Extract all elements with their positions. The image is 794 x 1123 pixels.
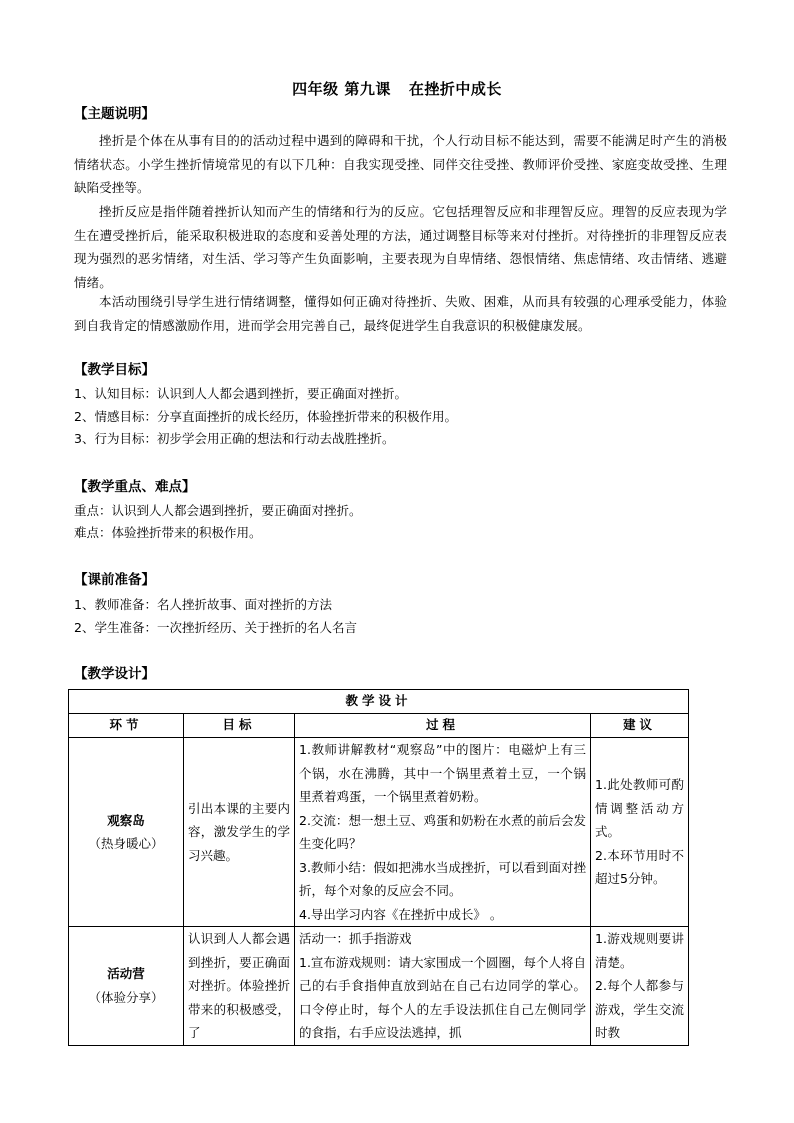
process-cell xyxy=(295,927,591,1046)
theme-paragraph-1: 挫折是个体在从事有目的的活动过程中遇到的障碍和干扰，个人行动目标不能达到，需要不能满足时产生的消极情绪状态。小学生挫折情境常见的有以下几种：自我实现受挫、同伴交往受挫、教师评价受挫、家庭变故受挫、生理缺陷受挫等。 xyxy=(74,133,727,195)
title-topic: 在挫折中成长 xyxy=(408,80,502,98)
process-cell xyxy=(295,738,591,927)
goal-text: 认识到人人都会遇到挫折，要正确面对挫折。体验挫折带来的积极感受，了 xyxy=(188,931,290,1040)
process-step: 活动一：抓手指游戏 xyxy=(299,931,412,946)
stage-cell xyxy=(69,738,184,927)
design-heading: 【教学设计】 xyxy=(74,666,155,682)
theme-paragraph-2: 挫折反应是指伴随着挫折认知而产生的情绪和行为的反应。它包括理智反应和非理智反应。理智的反应表现为学生在遭受挫折后，能采取积极进取的态度和妥善处理的方法，通过调整目标等来对付挫折。对待挫折的非理智反应表现为强烈的恶劣情绪，对生活、学习等产生负面影响，主要表现为自卑情绪、怨恨情绪、焦虑情绪、攻击情绪、逃避情绪。 xyxy=(74,204,727,290)
table-row xyxy=(69,927,689,1046)
key-points-heading: 【教学重点、难点】 xyxy=(74,479,196,495)
advice-cell xyxy=(591,927,689,1046)
table-row xyxy=(69,738,689,927)
process-step: 1.教师讲解教材“观察岛”中的图片：电磁炉上有三个锅，水在沸腾，其中一个锅里煮着土豆，一个锅里煮着鸡蛋，一个锅里煮着奶粉。 xyxy=(299,742,586,804)
advice-item: 2.每个人都参与游戏，学生交流时教 xyxy=(595,978,685,1040)
process-step: 4.导出学习内容《在挫折中成长》 。 xyxy=(299,906,503,922)
goal-item-2: 2、情感目标：分享直面挫折的成长经历，体验挫折带来的积极作用。 xyxy=(74,409,457,424)
process-step: 2.交流：想一想土豆、鸡蛋和奶粉在水煮的前后会发生变化吗？ xyxy=(299,812,586,851)
goals-heading: 【教学目标】 xyxy=(74,362,155,378)
theme-paragraph-3: 本活动围绕引导学生进行情绪调整，懂得如何正确对待挫折、失败、困难，从而具有较强的心理承受能力，体验到自我肯定的情感激励作用，进而学会用完善自己，最终促进学生自我意识的积极健康发展。 xyxy=(74,294,727,333)
page-title xyxy=(0,79,794,99)
goal-cell xyxy=(184,738,295,927)
preparation-item-2: 2、学生准备：一次挫折经历、关于挫折的名人名言 xyxy=(74,620,357,635)
column-header-stage: 环节 xyxy=(69,714,184,738)
stage-name: 观察岛 xyxy=(107,812,145,828)
stage-cell xyxy=(69,927,184,1046)
process-step: 3.教师小结：假如把沸水当成挫折，可以看到面对挫折，每个对象的反应会不同。 xyxy=(299,859,586,898)
column-header-goal: 目标 xyxy=(184,714,295,738)
design-table xyxy=(68,689,689,1046)
process-step: 1.宣布游戏规则：请大家围成一个圆圈，每个人将自己的右手食指伸直放到站在自己右边同学的掌心。口令停止时，每个人的左手设法抓住自己左侧同学的食指，右手应设法逃掉，抓 xyxy=(299,954,586,1040)
goal-text: 引出本课的主要内容，激发学生的学习兴趣。 xyxy=(188,800,290,863)
table-header-row xyxy=(69,714,689,738)
stage-subtitle: （热身暖心） xyxy=(88,836,164,851)
advice-item: 1.此处教师可酌情调整活动方式。 xyxy=(595,777,685,840)
column-header-process: 过程 xyxy=(295,714,591,738)
key-point-item-1: 重点：认识到人人都会遇到挫折，要正确面对挫折。 xyxy=(74,503,362,518)
stage-name: 活动营 xyxy=(107,966,145,982)
preparation-item-1: 1、教师准备：名人挫折故事、面对挫折的方法 xyxy=(74,597,332,612)
goal-cell xyxy=(184,927,295,1046)
key-point-item-2: 难点：体验挫折带来的积极作用。 xyxy=(74,525,262,540)
stage-subtitle: （体验分享） xyxy=(88,989,164,1005)
advice-item: 1.游戏规则要讲清楚。 xyxy=(595,931,685,970)
theme-heading: 【主题说明】 xyxy=(74,106,155,122)
goal-item-3: 3、行为目标：初步学会用正确的想法和行动去战胜挫折。 xyxy=(74,431,395,446)
table-title-row xyxy=(69,690,689,714)
table-title: 教学设计 xyxy=(69,690,689,714)
preparation-heading: 【课前准备】 xyxy=(74,572,155,588)
advice-item: 2.本环节用时不超过5分钟。 xyxy=(595,847,685,887)
column-header-advice: 建议 xyxy=(591,714,689,738)
advice-cell xyxy=(591,738,689,927)
goal-item-1: 1、认知目标：认识到人人都会遇到挫折，要正确面对挫折。 xyxy=(74,386,407,401)
title-grade-lesson: 四年级 第九课 xyxy=(292,80,391,98)
